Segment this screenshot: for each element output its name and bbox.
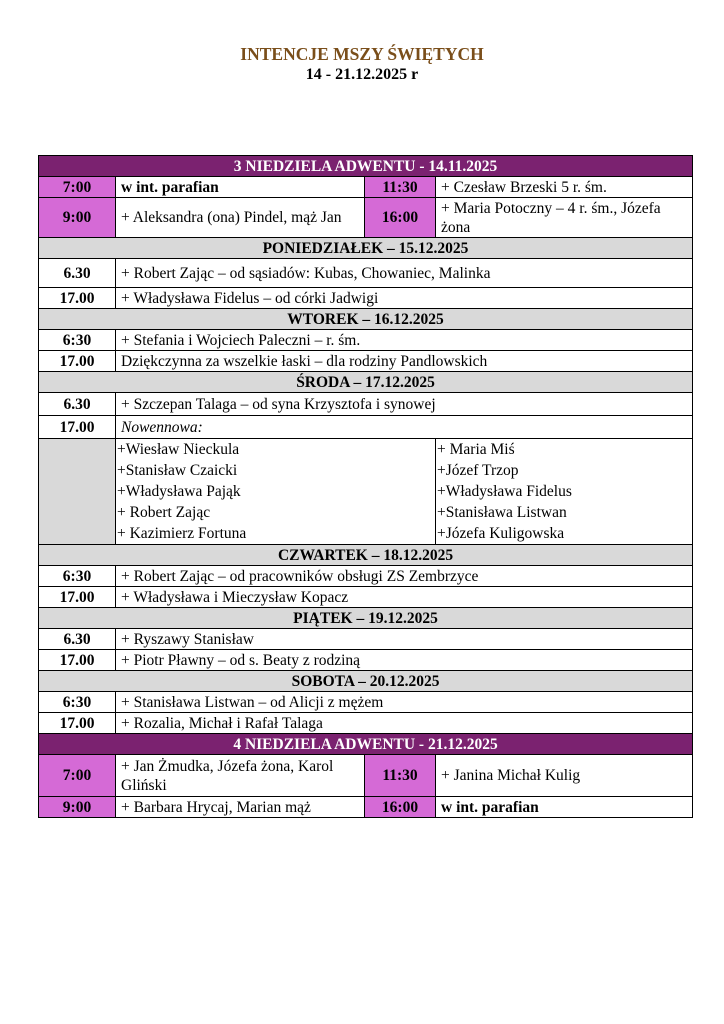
mass-intention: + Janina Michał Kulig: [436, 755, 693, 797]
mass-intention: + Szczepan Talaga – od syna Krzysztofa i synowej: [116, 393, 693, 416]
page-title: INTENCJE MSZY ŚWIĘTYCH: [240, 44, 484, 64]
novena-name: +Wiesław Nieckula: [117, 441, 240, 458]
mass-row: [39, 587, 693, 608]
mass-time: 7:00: [39, 177, 116, 198]
sunday-heading: 4 NIEDZIELA ADWENTU - 21.12.2025: [39, 734, 693, 755]
day-heading-row: [39, 309, 693, 330]
sunday-heading-row: [39, 156, 693, 177]
mass-intention: + Jan Żmudka, Józefa żona, Karol Gliński: [116, 755, 365, 797]
mass-row: [39, 288, 693, 309]
mass-intention: + Barbara Hrycaj, Marian mąż: [116, 797, 365, 818]
mass-time: 17.00: [39, 416, 116, 439]
sunday-mass-row: [39, 177, 693, 198]
mass-time: 6:30: [39, 330, 116, 351]
mass-time: 17.00: [39, 713, 116, 734]
sunday-mass-row: [39, 198, 693, 238]
novena-list-right: [436, 439, 693, 545]
day-heading-row: [39, 238, 693, 259]
sunday-mass-row: [39, 755, 693, 797]
day-heading: SOBOTA – 20.12.2025: [39, 671, 693, 692]
day-heading: PIĄTEK – 19.12.2025: [39, 608, 693, 629]
mass-time: 6.30: [39, 629, 116, 650]
page-subtitle: 14 - 21.12.2025 r: [305, 66, 419, 83]
sunday-heading-row: [39, 734, 693, 755]
mass-intention: + Władysława Fidelus – od córki Jadwigi: [116, 288, 693, 309]
novena-name: +Józef Trzop: [437, 462, 519, 479]
novena-name: +Władysława Pająk: [117, 483, 241, 500]
mass-time: 6.30: [39, 259, 116, 288]
mass-intention: + Maria Potoczny – 4 r. śm., Józefa żona: [436, 198, 693, 238]
mass-intention: + Piotr Pławny – od s. Beaty z rodziną: [116, 650, 693, 671]
day-heading: ŚRODA – 17.12.2025: [39, 372, 693, 393]
mass-time: 7:00: [39, 755, 116, 797]
mass-intention: + Robert Zając – od pracowników obsługi ZS Zembrzyce: [116, 566, 693, 587]
novena-label: Nowennowa:: [116, 416, 693, 439]
mass-time: 11:30: [365, 755, 436, 797]
mass-time: 16:00: [365, 198, 436, 238]
mass-row: [39, 629, 693, 650]
novena-name: +Józefa Kuligowska: [437, 525, 565, 542]
mass-intentions-table: [38, 155, 693, 818]
mass-row: [39, 416, 693, 439]
mass-time: 17.00: [39, 351, 116, 372]
mass-row: [39, 259, 693, 288]
mass-row: [39, 566, 693, 587]
mass-intention: + Ryszawy Stanisław: [116, 629, 693, 650]
mass-intention: + Rozalia, Michał i Rafał Talaga: [116, 713, 693, 734]
mass-row: [39, 713, 693, 734]
mass-time: 17.00: [39, 587, 116, 608]
mass-intention: + Robert Zając – od sąsiadów: Kubas, Chowaniec, Malinka: [116, 259, 693, 288]
novena-row: [39, 439, 693, 545]
novena-empty-cell: [39, 439, 116, 545]
mass-time: 17.00: [39, 288, 116, 309]
mass-time: 6:30: [39, 566, 116, 587]
novena-name: +Stanisława Listwan: [437, 504, 567, 521]
mass-intention: + Aleksandra (ona) Pindel, mąż Jan: [116, 198, 365, 238]
novena-list-left: [116, 439, 436, 545]
mass-time: 9:00: [39, 198, 116, 238]
day-heading-row: [39, 671, 693, 692]
mass-time: 17.00: [39, 650, 116, 671]
sunday-heading: 3 NIEDZIELA ADWENTU - 14.11.2025: [39, 156, 693, 177]
mass-intention: + Władysława i Mieczysław Kopacz: [116, 587, 693, 608]
mass-row: [39, 351, 693, 372]
novena-name: +Władysława Fidelus: [437, 483, 572, 500]
day-heading: WTOREK – 16.12.2025: [39, 309, 693, 330]
mass-intention: w int. parafian: [436, 797, 693, 818]
day-heading: CZWARTEK – 18.12.2025: [39, 545, 693, 566]
mass-time: 9:00: [39, 797, 116, 818]
novena-name: +Stanisław Czaicki: [117, 462, 238, 479]
mass-intention: Dziękczynna za wszelkie łaski – dla rodziny Pandlowskich: [116, 351, 693, 372]
mass-row: [39, 393, 693, 416]
novena-name: + Robert Zając: [117, 504, 211, 521]
mass-row: [39, 692, 693, 713]
mass-time: 6:30: [39, 692, 116, 713]
day-heading: PONIEDZIAŁEK – 15.12.2025: [39, 238, 693, 259]
novena-name: + Maria Miś: [437, 441, 515, 458]
mass-intention: + Stanisława Listwan – od Alicji z mężem: [116, 692, 693, 713]
day-heading-row: [39, 608, 693, 629]
mass-intention: + Stefania i Wojciech Paleczni – r. śm.: [116, 330, 693, 351]
mass-time: 11:30: [365, 177, 436, 198]
mass-row: [39, 330, 693, 351]
mass-intention: + Czesław Brzeski 5 r. śm.: [436, 177, 693, 198]
mass-row: [39, 650, 693, 671]
day-heading-row: [39, 372, 693, 393]
mass-time: 6.30: [39, 393, 116, 416]
sunday-mass-row: [39, 797, 693, 818]
novena-name: + Kazimierz Fortuna: [117, 525, 247, 542]
mass-time: 16:00: [365, 797, 436, 818]
day-heading-row: [39, 545, 693, 566]
mass-intention: w int. parafian: [116, 177, 365, 198]
